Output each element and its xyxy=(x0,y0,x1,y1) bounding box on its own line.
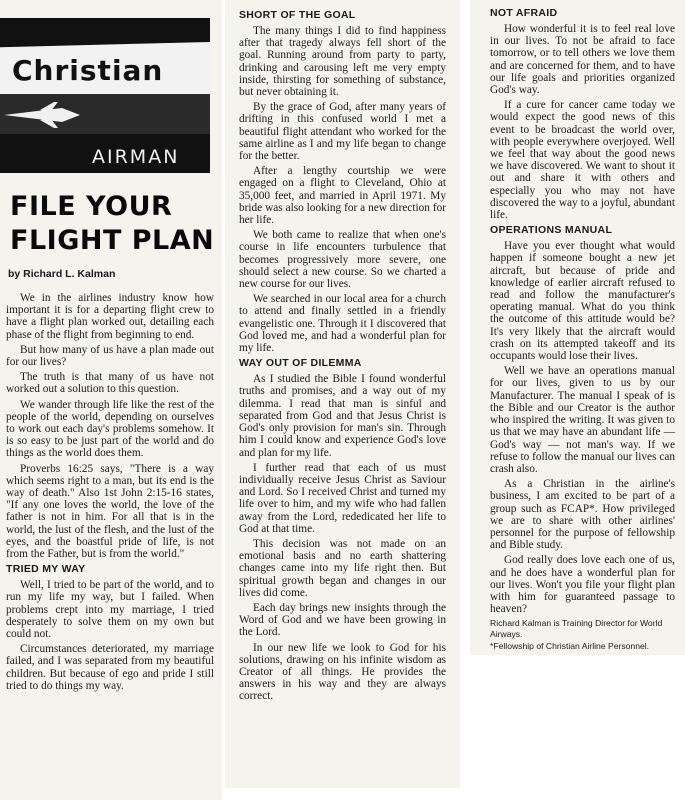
masthead-title: Christian xyxy=(12,54,164,87)
paragraph: Each day brings new insights through the Word of God and we have been growing in the Lord. xyxy=(239,601,446,639)
paragraph: Proverbs 16:25 says, "There is a way which seems right to a man, but its end is the way of death." Also 1st John 2:15-16 states, "If any one loves the world, the love of the father is not in him. For all that is in the world, the lust of the flesh, and the lust of the eyes, and the boastful pride of life, is not from the Father, but is from the world." xyxy=(6,462,214,561)
paragraph: After a lengthy courtship we were engaged on a flight to Cleveland, Ohio at 35,000 feet, and married in April 1971. My bride was also looking for a new direction for her life. xyxy=(239,165,446,227)
paragraph: Have you ever thought what would happen if someone bought a new jet aircraft, but because of pride and knowledge of earlier aircraft refused to read and follow the manufacturer's operating manual. What do you think the outcome of this attitude would be? It's very likely that the aircraft would crash on its attempted takeoff and its occupants would lose their lives. xyxy=(490,240,675,363)
section-heading: TRIED MY WAY xyxy=(6,563,86,576)
section-heading: SHORT OF THE GOAL xyxy=(239,9,356,21)
headline-line-2: FLIGHT PLAN xyxy=(10,225,215,256)
paragraph: But how many of us have a plan made out for our lives? xyxy=(6,343,214,369)
paragraph: We both came to realize that when one's course in life encounters turbulence that becomes progressively more severe, one should select a new course. So we charted a new course for our lives. xyxy=(239,229,446,291)
paragraph: Circumstances deteriorated, my marriage failed, and I was separated from my beautiful children. But because of ego and pride I still tried to do things my way. xyxy=(6,643,214,692)
paragraph: As a Christian in the airline's business, I am excited to be part of a group such as FCAP*. How privileged we are to share with other airlines' personnel for the purpose of fellowship and Bible study. xyxy=(490,478,675,552)
section-heading: WAY OUT OF DILEMMA xyxy=(239,357,362,370)
paragraph: As I studied the Bible I found wonderful truths and promises, and a way out of my dilemma. I read that man is sinful and separated from God and that Jesus Christ is God's only provision for man's sin. Through him I could know and experience God's love and plan for my life. xyxy=(239,373,446,459)
headline-line-1: FILE YOUR xyxy=(10,191,173,222)
paragraph: I further read that each of us must individually receive Jesus Christ as Saviour and Lord. So I received Christ and turned my life over to him, and my wife who had fallen away from the Lord, rededicated her life to God at that time. xyxy=(239,461,446,535)
byline: by Richard L. Kalman xyxy=(8,268,116,280)
paragraph: Well, I tried to be part of the world, and to run my life my way, but I failed. When problems crept into my marriage, I tried desperately to solve them on my own but could not. xyxy=(6,579,214,641)
column-1-body xyxy=(6,292,214,695)
paragraph: Well we have an operations manual for our lives, given to us by our Manufacturer. The manual I speak of is the Bible and our Creator is the author who inspired the writing. It was given to us that we may have an abundant life — God's way — not man's way. If we refuse to follow the manual our lives can crash also. xyxy=(490,365,675,475)
paragraph: We searched in our local area for a church to attend and finally settled in a friendly evangelistic one. Through it I discovered that God loved me, and had a wonderful plan for my life. xyxy=(239,293,446,355)
paragraph: God really does love each one of us, and he does have a wonderful plan for our lives. Won't you file your flight plan with him for guaranteed passage to heaven? xyxy=(490,554,675,616)
paragraph: The many things I did to find happiness after that tragedy always fell short of the goal. Running around from party to party, drinking and carousing left me very empty inside, thirsting for something of substance, but never obtaining it. xyxy=(239,25,446,99)
paragraph: This decision was not made on an emotional basis and no earth shattering changes came into my life right then. But spiritual growth began and changes in our lives did come. xyxy=(239,537,446,599)
paragraph: By the grace of God, after many years of drifting in this confused world I met a beautiful flight attendant who worked for the same airline as I and my life began to change for the better. xyxy=(239,101,446,163)
column-2 xyxy=(225,0,460,788)
column-1 xyxy=(0,0,222,800)
masthead xyxy=(0,18,210,173)
paragraph: The truth is that many of us have not worked out a solution to this question. xyxy=(6,371,214,396)
airplane-icon xyxy=(2,100,82,130)
footnote: *Fellowship of Christian Airline Personnel. xyxy=(490,641,650,652)
paragraph: We wander through life like the rest of the people of the world, depending on ourselves to work out each day's problems somehow. It is so easy to be just part of the world and do things as the world does them. xyxy=(6,398,214,460)
paragraph: In our new life we look to God for his solutions, drawing on his infinite wisdom as Creator of all things. He provides the answers in his way and they are always correct. xyxy=(239,641,446,703)
column-3 xyxy=(470,0,685,655)
article-headline xyxy=(10,190,215,258)
paragraph: We in the airlines industry know how important it is for a departing flight crew to have a flight plan worked out, detailing each phase of the flight from beginning to end. xyxy=(6,292,214,341)
paragraph: If a cure for cancer came today we would expect the good news of this event to be broadcast the world over, with people everywhere overjoyed. Well we feel that way about the good news we have discovered. We want to shout it out and share it with others and especially you who may not have discovered the way to a joyful, abundant life. xyxy=(490,99,675,222)
paragraph: How wonderful it is to feel real love in our lives. To not be afraid to face tomorrow, or to tell others we love them and are concerned for them, and to have our life goals and priorities organized God's way. xyxy=(490,23,675,97)
author-note: Richard Kalman is Training Director for World Airways. xyxy=(490,618,663,639)
masthead-subtitle: AIRMAN xyxy=(92,146,180,168)
section-heading: NOT AFRAID xyxy=(490,7,558,19)
section-heading: OPERATIONS MANUAL xyxy=(490,224,613,237)
